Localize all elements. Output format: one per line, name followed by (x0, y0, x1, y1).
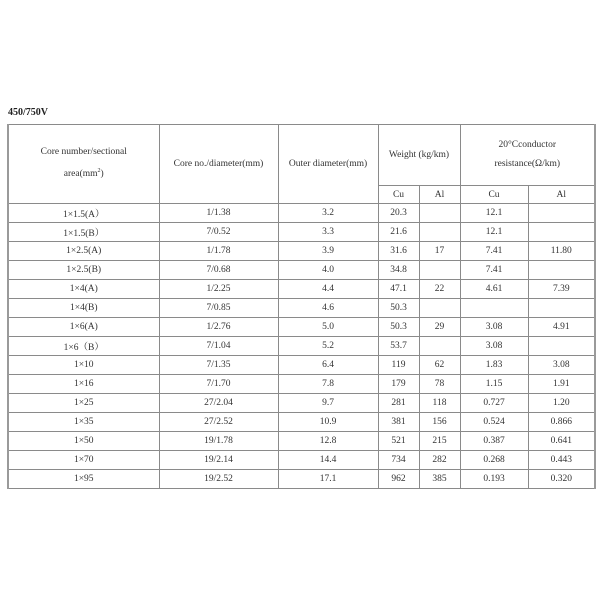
cell-outer-diameter: 17.1 (278, 470, 378, 489)
cell-section: 1×25 (8, 394, 159, 413)
cell-section: 1×2.5(B) (8, 261, 159, 280)
header-resistance (460, 125, 595, 186)
cell-weight-cu: 50.3 (378, 299, 419, 318)
cell-resistance-cu: 0.727 (460, 394, 528, 413)
cell-weight-al (419, 299, 460, 318)
cell-core-diameter: 27/2.52 (159, 413, 278, 432)
cell-section: 1×1.5(B） (8, 223, 159, 242)
voltage-rating-label: 450/750V (8, 107, 48, 118)
cell-outer-diameter: 5.0 (278, 318, 378, 337)
cell-resistance-al: 0.866 (528, 413, 595, 432)
cell-core-diameter: 1/2.76 (159, 318, 278, 337)
cell-resistance-cu: 0.387 (460, 432, 528, 451)
cell-core-diameter: 1/1.38 (159, 204, 278, 223)
cell-weight-cu: 47.1 (378, 280, 419, 299)
cell-resistance-cu: 12.1 (460, 204, 528, 223)
cell-resistance-al (528, 299, 595, 318)
cell-weight-cu: 34.8 (378, 261, 419, 280)
table-row (8, 242, 595, 261)
cell-weight-cu: 119 (378, 356, 419, 375)
cell-resistance-al: 1.91 (528, 375, 595, 394)
header-core-section (8, 125, 159, 204)
cell-section: 1×4(A) (8, 280, 159, 299)
cell-resistance-al: 1.20 (528, 394, 595, 413)
cell-outer-diameter: 12.8 (278, 432, 378, 451)
cell-section: 1×2.5(A) (8, 242, 159, 261)
cell-section: 1×4(B) (8, 299, 159, 318)
cell-resistance-al: 4.91 (528, 318, 595, 337)
header-core-section-line1: Core number/sectional (40, 147, 127, 158)
table-row (8, 223, 595, 242)
cell-outer-diameter: 4.0 (278, 261, 378, 280)
cell-weight-cu: 521 (378, 432, 419, 451)
cell-section: 1×70 (8, 451, 159, 470)
cell-outer-diameter: 3.2 (278, 204, 378, 223)
cell-outer-diameter: 14.4 (278, 451, 378, 470)
cell-weight-al: 215 (419, 432, 460, 451)
cell-outer-diameter: 10.9 (278, 413, 378, 432)
header-weight-cu: Cu (378, 186, 419, 204)
cell-core-diameter: 7/0.85 (159, 299, 278, 318)
table-row (8, 470, 595, 489)
cell-core-diameter: 19/1.78 (159, 432, 278, 451)
cell-core-diameter: 7/1.35 (159, 356, 278, 375)
header-res-al: Al (528, 186, 595, 204)
cell-resistance-al: 0.443 (528, 451, 595, 470)
cell-core-diameter: 7/0.68 (159, 261, 278, 280)
cell-outer-diameter: 3.9 (278, 242, 378, 261)
cell-outer-diameter: 3.3 (278, 223, 378, 242)
cell-core-diameter: 19/2.14 (159, 451, 278, 470)
header-outer-diameter: Outer diameter(mm) (278, 125, 378, 204)
cell-outer-diameter: 4.6 (278, 299, 378, 318)
table-row (8, 394, 595, 413)
cell-outer-diameter: 7.8 (278, 375, 378, 394)
cell-weight-cu: 20.3 (378, 204, 419, 223)
cell-resistance-cu: 7.41 (460, 242, 528, 261)
cell-weight-cu: 53.7 (378, 337, 419, 356)
cell-section: 1×6（B） (8, 337, 159, 356)
cell-resistance-cu: 0.268 (460, 451, 528, 470)
cell-resistance-cu: 12.1 (460, 223, 528, 242)
cell-weight-al: 78 (419, 375, 460, 394)
cell-outer-diameter: 4.4 (278, 280, 378, 299)
cell-core-diameter: 27/2.04 (159, 394, 278, 413)
cell-resistance-cu: 4.61 (460, 280, 528, 299)
cell-weight-al: 29 (419, 318, 460, 337)
cell-resistance-al: 0.641 (528, 432, 595, 451)
table-row (8, 432, 595, 451)
table-row (8, 261, 595, 280)
cell-resistance-cu: 3.08 (460, 337, 528, 356)
cell-section: 1×95 (8, 470, 159, 489)
cell-weight-cu: 281 (378, 394, 419, 413)
cell-weight-cu: 21.6 (378, 223, 419, 242)
cell-resistance-cu: 1.15 (460, 375, 528, 394)
table-row (8, 375, 595, 394)
header-core-section-end: ) (100, 169, 104, 180)
cell-weight-cu: 31.6 (378, 242, 419, 261)
header-core-section-line2: area(mm (63, 169, 98, 180)
table-row (8, 280, 595, 299)
table-row (8, 318, 595, 337)
cell-resistance-al: 0.320 (528, 470, 595, 489)
cell-core-diameter: 7/1.70 (159, 375, 278, 394)
cell-section: 1×1.5(A） (8, 204, 159, 223)
table-row (8, 204, 595, 223)
cell-weight-al: 118 (419, 394, 460, 413)
cell-section: 1×10 (8, 356, 159, 375)
cell-resistance-cu (460, 299, 528, 318)
cell-weight-cu: 734 (378, 451, 419, 470)
cable-spec-table (7, 124, 596, 489)
table-row (8, 299, 595, 318)
cell-resistance-cu: 0.524 (460, 413, 528, 432)
table-row (8, 451, 595, 470)
cell-weight-cu: 381 (378, 413, 419, 432)
cell-outer-diameter: 9.7 (278, 394, 378, 413)
cell-resistance-al (528, 337, 595, 356)
cell-weight-al (419, 337, 460, 356)
cell-outer-diameter: 6.4 (278, 356, 378, 375)
header-resistance-line2: resistance(Ω/km) (494, 159, 561, 169)
cell-weight-cu: 962 (378, 470, 419, 489)
header-weight-al: Al (419, 186, 460, 204)
cell-core-diameter: 1/1.78 (159, 242, 278, 261)
cell-resistance-al (528, 223, 595, 242)
cell-resistance-cu: 7.41 (460, 261, 528, 280)
cell-section: 1×6(A) (8, 318, 159, 337)
table-row (8, 337, 595, 356)
cell-resistance-al: 11.80 (528, 242, 595, 261)
cell-resistance-al: 7.39 (528, 280, 595, 299)
header-res-cu: Cu (460, 186, 528, 204)
cell-resistance-cu: 1.83 (460, 356, 528, 375)
cell-resistance-al (528, 204, 595, 223)
cell-weight-al (419, 223, 460, 242)
cell-core-diameter: 7/0.52 (159, 223, 278, 242)
cell-weight-al: 62 (419, 356, 460, 375)
cell-section: 1×35 (8, 413, 159, 432)
cell-weight-al: 156 (419, 413, 460, 432)
cell-section: 1×16 (8, 375, 159, 394)
cell-weight-al: 22 (419, 280, 460, 299)
cell-weight-al (419, 204, 460, 223)
cell-core-diameter: 1/2.25 (159, 280, 278, 299)
cell-core-diameter: 19/2.52 (159, 470, 278, 489)
table-row (8, 413, 595, 432)
cell-core-diameter: 7/1.04 (159, 337, 278, 356)
cell-weight-cu: 50.3 (378, 318, 419, 337)
cell-resistance-cu: 3.08 (460, 318, 528, 337)
cell-weight-al: 385 (419, 470, 460, 489)
cell-section: 1×50 (8, 432, 159, 451)
cell-resistance-cu: 0.193 (460, 470, 528, 489)
cell-weight-al: 17 (419, 242, 460, 261)
cell-weight-al: 282 (419, 451, 460, 470)
header-core-section-sup: 2 (97, 168, 101, 175)
table-row (8, 356, 595, 375)
cell-weight-cu: 179 (378, 375, 419, 394)
cell-outer-diameter: 5.2 (278, 337, 378, 356)
cell-resistance-al (528, 261, 595, 280)
header-core-diameter: Core no./diameter(mm) (159, 125, 278, 204)
cell-weight-al (419, 261, 460, 280)
header-resistance-line1: 20°Cconductor (498, 140, 557, 150)
cell-resistance-al: 3.08 (528, 356, 595, 375)
header-weight: Weight (kg/km) (378, 125, 460, 186)
